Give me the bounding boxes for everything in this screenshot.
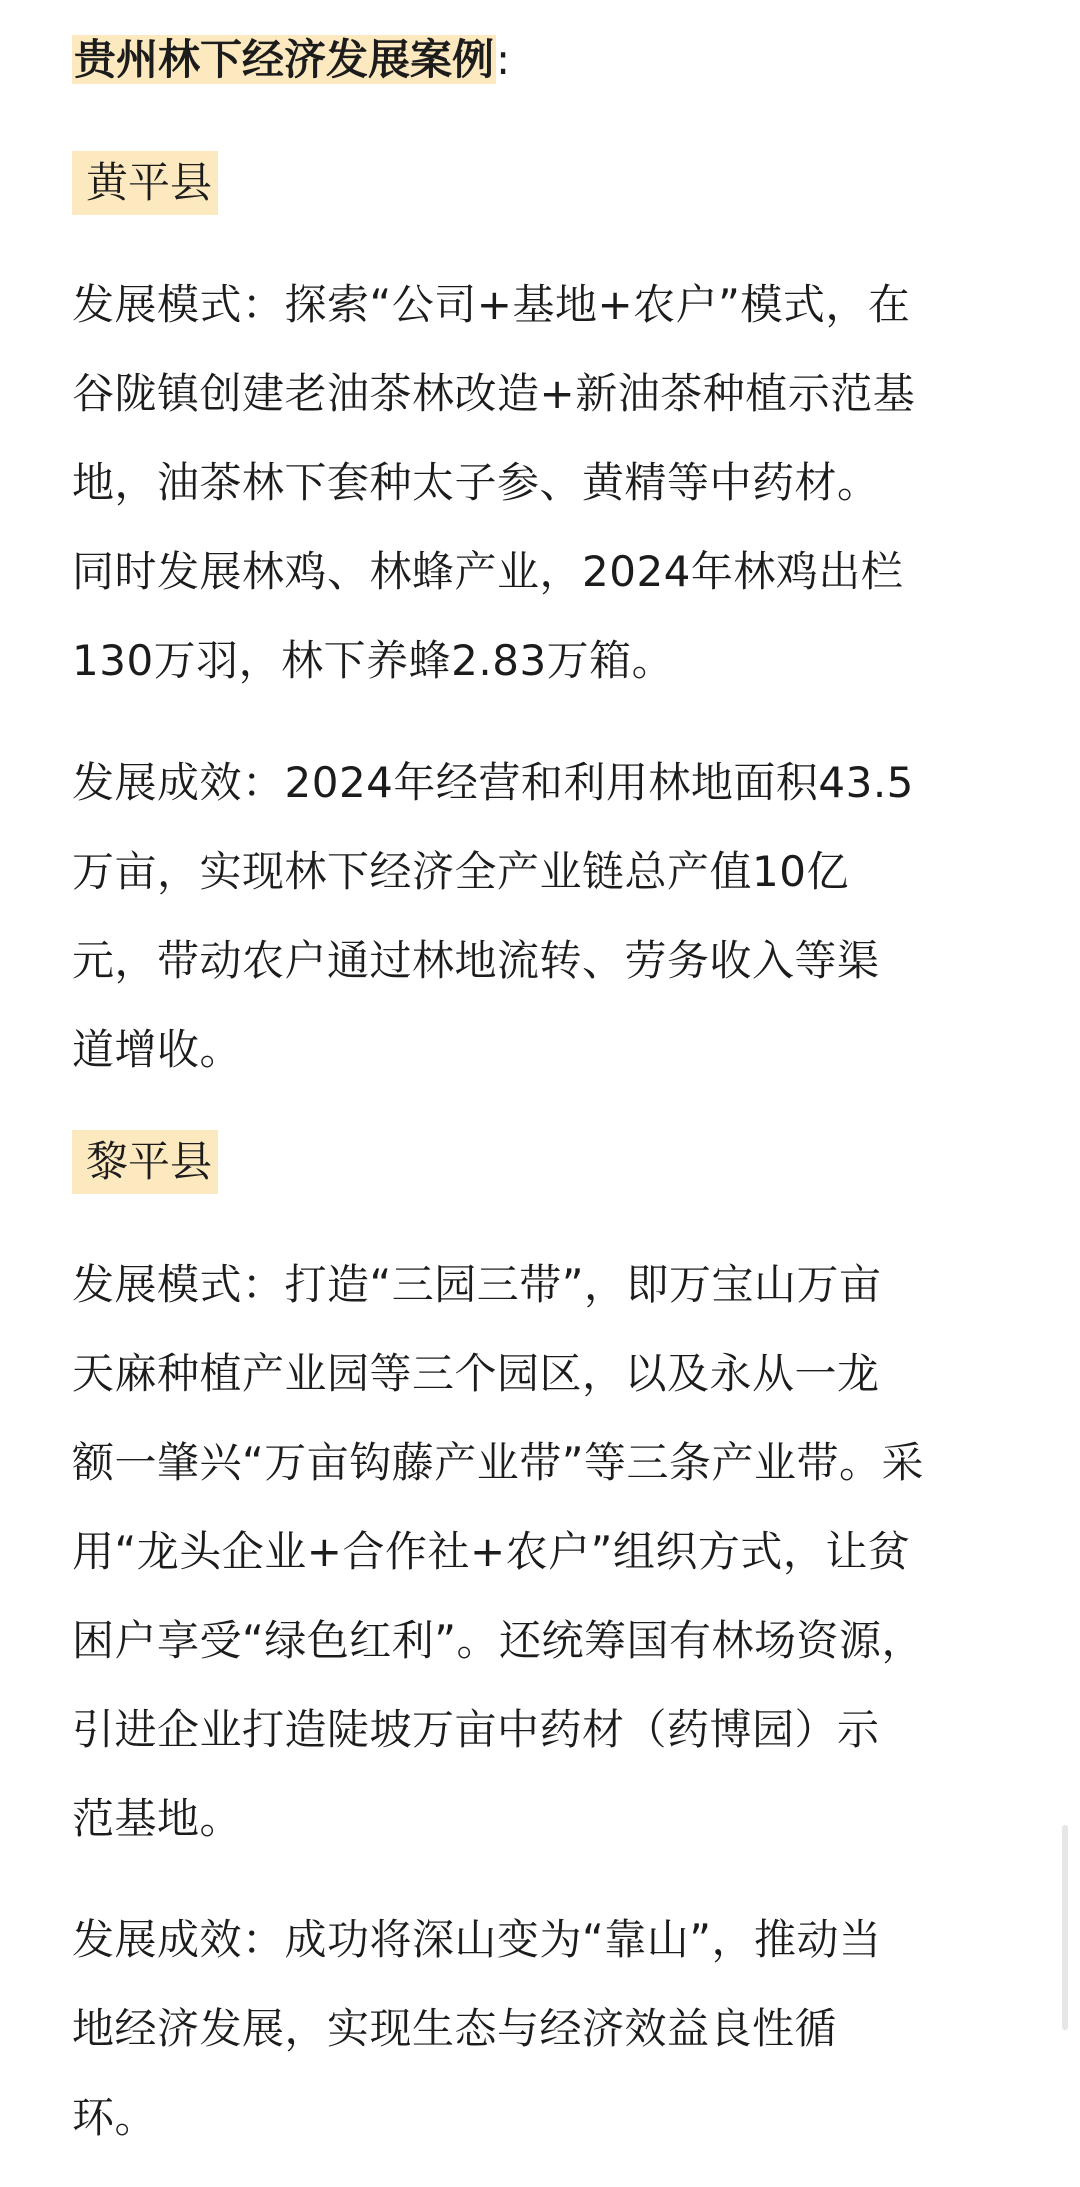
paragraph-line: 困户享受“绿色红利”。还统筹国有林场资源， [72, 1616, 925, 1665]
paragraph-line: 元，带动农户通过林地流转、劳务收入等渠 [72, 936, 880, 985]
paragraph-line: 同时发展林鸡、林蜂产业，2024年林鸡出栏 [72, 547, 904, 596]
paragraph-line: 发展成效：成功将深山变为“靠山”，推动当 [72, 1915, 882, 1964]
section-mode-paragraph [72, 1240, 1022, 1863]
paragraph-line: 130万羽，林下养蜂2.83万箱。 [72, 636, 675, 685]
scrollbar[interactable] [1062, 1825, 1068, 2030]
paragraph-line: 地经济发展，实现生态与经济效益良性循 [72, 2004, 838, 2053]
paragraph-line: 地，油茶林下套种太子参、黄精等中药材。 [72, 458, 880, 507]
section-effect-paragraph [72, 738, 1022, 1094]
title-highlight: 贵州林下经济发展案例 [74, 35, 495, 84]
paragraph-line: 发展成效：2024年经营和利用林地面积43.5 [72, 758, 914, 807]
paragraph-line: 天麻种植产业园等三个园区，以及永从一龙 [72, 1349, 880, 1398]
paragraph-line: 道增收。 [72, 1025, 243, 1074]
paragraph-line: 发展模式：打造“三园三带”，即万宝山万亩 [72, 1260, 882, 1309]
paragraph-line: 发展模式：探索“公司+基地+农户”模式，在 [72, 280, 911, 329]
paragraph-line: 谷陇镇创建老油茶林改造+新油茶种植示范基 [72, 369, 916, 418]
section-heading-liping: 黎平县 [72, 1130, 218, 1194]
paragraph-line: 额一肇兴“万亩钩藤产业带”等三条产业带。采 [72, 1438, 925, 1487]
paragraph-line: 万亩，实现林下经济全产业链总产值10亿 [72, 847, 849, 896]
paragraph-line: 环。 [72, 2093, 158, 2142]
paragraph-line: 范基地。 [72, 1794, 243, 1843]
paragraph-line: 用“龙头企业+合作社+农户”组织方式，让贫 [72, 1527, 911, 1576]
section-effect-paragraph [72, 1895, 1022, 2162]
title-colon: : [496, 35, 511, 84]
article-title [72, 28, 510, 92]
section-heading-huangping: 黄平县 [72, 151, 218, 215]
section-mode-paragraph [72, 260, 1022, 705]
paragraph-line: 引进企业打造陡坡万亩中药材（药博园）示 [72, 1705, 880, 1754]
